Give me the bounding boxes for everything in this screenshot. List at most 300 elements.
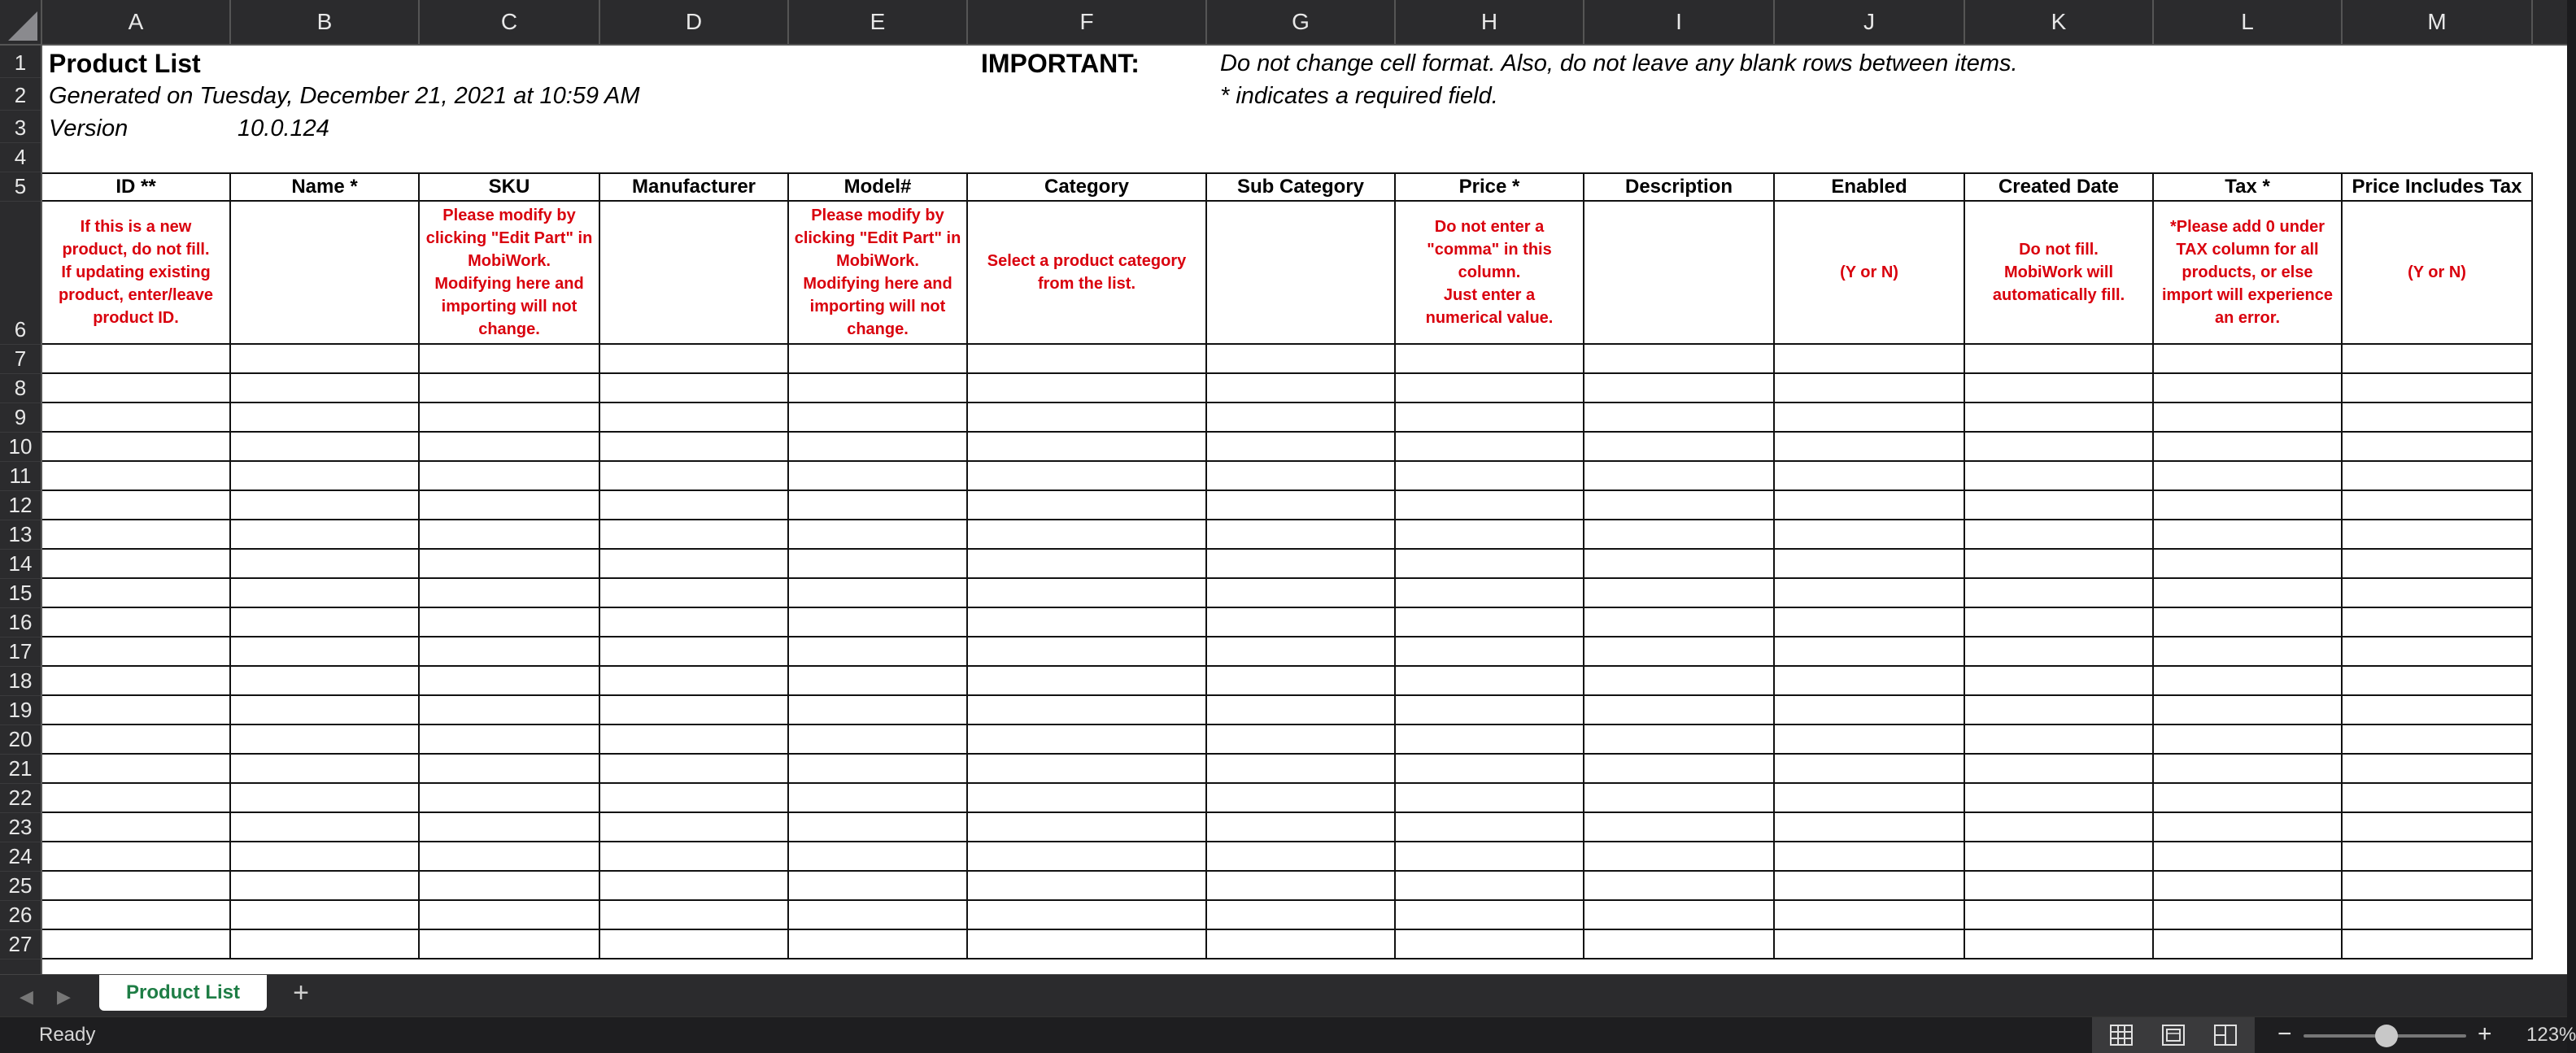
header-cell-e[interactable]: Model#	[789, 172, 968, 202]
cell-a22[interactable]	[42, 784, 231, 813]
cell-a12[interactable]	[42, 491, 231, 520]
cell-c27[interactable]	[420, 930, 600, 959]
note-cell-d[interactable]	[600, 202, 789, 345]
cell-h20[interactable]	[1396, 725, 1584, 755]
cell-d8[interactable]	[600, 374, 789, 403]
cell-f7[interactable]	[968, 345, 1207, 374]
column-header-g[interactable]: G	[1207, 0, 1396, 44]
normal-view-icon[interactable]	[2108, 1022, 2134, 1048]
cell-l22[interactable]	[2154, 784, 2343, 813]
note-cell-g[interactable]	[1207, 202, 1396, 345]
row-header-19[interactable]: 19	[0, 696, 41, 725]
cell-d26[interactable]	[600, 901, 789, 930]
cell-m22[interactable]	[2343, 784, 2533, 813]
cell-a9[interactable]	[42, 403, 231, 433]
cell-i11[interactable]	[1584, 462, 1775, 491]
cell-a16[interactable]	[42, 608, 231, 637]
cell-a25[interactable]	[42, 872, 231, 901]
cell-f23[interactable]	[968, 813, 1207, 842]
cell-f11[interactable]	[968, 462, 1207, 491]
cell-k26[interactable]	[1965, 901, 2154, 930]
cell-b10[interactable]	[231, 433, 420, 462]
next-sheet-icon[interactable]: ▶	[57, 986, 71, 1007]
cell-b7[interactable]	[231, 345, 420, 374]
page-break-view-icon[interactable]	[2212, 1022, 2238, 1048]
note-cell-i[interactable]	[1584, 202, 1775, 345]
header-cell-m[interactable]: Price Includes Tax	[2343, 172, 2533, 202]
column-header-l[interactable]: L	[2154, 0, 2343, 44]
cell-m23[interactable]	[2343, 813, 2533, 842]
cell-g19[interactable]	[1207, 696, 1396, 725]
cell-g12[interactable]	[1207, 491, 1396, 520]
cell-b13[interactable]	[231, 520, 420, 550]
cell-h27[interactable]	[1396, 930, 1584, 959]
cell-l24[interactable]	[2154, 842, 2343, 872]
cell-k16[interactable]	[1965, 608, 2154, 637]
cell-g14[interactable]	[1207, 550, 1396, 579]
cell-c22[interactable]	[420, 784, 600, 813]
cell-i10[interactable]	[1584, 433, 1775, 462]
cell-i7[interactable]	[1584, 345, 1775, 374]
header-cell-h[interactable]: Price *	[1396, 172, 1584, 202]
cell-h25[interactable]	[1396, 872, 1584, 901]
cell-i20[interactable]	[1584, 725, 1775, 755]
cell-l7[interactable]	[2154, 345, 2343, 374]
cell-d25[interactable]	[600, 872, 789, 901]
cell-e15[interactable]	[789, 579, 968, 608]
cell-d17[interactable]	[600, 637, 789, 667]
cell-e12[interactable]	[789, 491, 968, 520]
row-header-8[interactable]: 8	[0, 374, 41, 403]
cell-c9[interactable]	[420, 403, 600, 433]
cell-m21[interactable]	[2343, 755, 2533, 784]
cell-c17[interactable]	[420, 637, 600, 667]
cell-j12[interactable]	[1775, 491, 1965, 520]
cell-e10[interactable]	[789, 433, 968, 462]
cell-m27[interactable]	[2343, 930, 2533, 959]
important-line-1[interactable]: Do not change cell format. Also, do not leave any blank rows between items.	[1220, 50, 2018, 76]
cell-m12[interactable]	[2343, 491, 2533, 520]
cell-f25[interactable]	[968, 872, 1207, 901]
cell-l11[interactable]	[2154, 462, 2343, 491]
cell-i16[interactable]	[1584, 608, 1775, 637]
cell-j8[interactable]	[1775, 374, 1965, 403]
cell-h11[interactable]	[1396, 462, 1584, 491]
cell-a23[interactable]	[42, 813, 231, 842]
cell-f16[interactable]	[968, 608, 1207, 637]
cell-h14[interactable]	[1396, 550, 1584, 579]
cell-l27[interactable]	[2154, 930, 2343, 959]
cell-h22[interactable]	[1396, 784, 1584, 813]
cell-e18[interactable]	[789, 667, 968, 696]
cell-g15[interactable]	[1207, 579, 1396, 608]
cell-b18[interactable]	[231, 667, 420, 696]
page-layout-view-icon[interactable]	[2160, 1022, 2186, 1048]
cell-l19[interactable]	[2154, 696, 2343, 725]
cell-m18[interactable]	[2343, 667, 2533, 696]
cell-l9[interactable]	[2154, 403, 2343, 433]
row-header-5[interactable]: 5	[0, 172, 41, 202]
note-cell-k[interactable]: Do not fill. MobiWork will automatically fill.	[1965, 202, 2154, 345]
cell-a18[interactable]	[42, 667, 231, 696]
cell-h9[interactable]	[1396, 403, 1584, 433]
cell-k21[interactable]	[1965, 755, 2154, 784]
cell-c13[interactable]	[420, 520, 600, 550]
cell-i17[interactable]	[1584, 637, 1775, 667]
cell-b15[interactable]	[231, 579, 420, 608]
cell-k24[interactable]	[1965, 842, 2154, 872]
cell-i8[interactable]	[1584, 374, 1775, 403]
cell-m8[interactable]	[2343, 374, 2533, 403]
cell-i22[interactable]	[1584, 784, 1775, 813]
cell-k14[interactable]	[1965, 550, 2154, 579]
row-header-3[interactable]: 3	[0, 111, 41, 143]
cell-a27[interactable]	[42, 930, 231, 959]
cell-d23[interactable]	[600, 813, 789, 842]
column-header-h[interactable]: H	[1396, 0, 1584, 44]
cell-e13[interactable]	[789, 520, 968, 550]
cell-k17[interactable]	[1965, 637, 2154, 667]
cell-h10[interactable]	[1396, 433, 1584, 462]
row-header-21[interactable]: 21	[0, 755, 41, 784]
cell-k12[interactable]	[1965, 491, 2154, 520]
cell-m17[interactable]	[2343, 637, 2533, 667]
cell-f27[interactable]	[968, 930, 1207, 959]
note-cell-j[interactable]: (Y or N)	[1775, 202, 1965, 345]
column-header-b[interactable]: B	[231, 0, 420, 44]
header-cell-d[interactable]: Manufacturer	[600, 172, 789, 202]
cell-f12[interactable]	[968, 491, 1207, 520]
cell-l14[interactable]	[2154, 550, 2343, 579]
row-header-13[interactable]: 13	[0, 520, 41, 550]
cell-g25[interactable]	[1207, 872, 1396, 901]
note-cell-m[interactable]: (Y or N)	[2343, 202, 2533, 345]
row-header-26[interactable]: 26	[0, 901, 41, 930]
row-header-6[interactable]: 6	[0, 202, 41, 345]
cell-d9[interactable]	[600, 403, 789, 433]
header-cell-f[interactable]: Category	[968, 172, 1207, 202]
cell-g27[interactable]	[1207, 930, 1396, 959]
cell-i9[interactable]	[1584, 403, 1775, 433]
cell-j7[interactable]	[1775, 345, 1965, 374]
important-line-2[interactable]: * indicates a required field.	[1220, 83, 1498, 109]
cell-c16[interactable]	[420, 608, 600, 637]
cell-b21[interactable]	[231, 755, 420, 784]
cell-k7[interactable]	[1965, 345, 2154, 374]
row-header-14[interactable]: 14	[0, 550, 41, 579]
version-value[interactable]: 10.0.124	[238, 115, 329, 141]
cell-k19[interactable]	[1965, 696, 2154, 725]
cell-e27[interactable]	[789, 930, 968, 959]
row-header-12[interactable]: 12	[0, 491, 41, 520]
cell-c24[interactable]	[420, 842, 600, 872]
cell-b11[interactable]	[231, 462, 420, 491]
row-header-18[interactable]: 18	[0, 667, 41, 696]
cell-m26[interactable]	[2343, 901, 2533, 930]
cell-c10[interactable]	[420, 433, 600, 462]
cell-j18[interactable]	[1775, 667, 1965, 696]
cell-e17[interactable]	[789, 637, 968, 667]
cell-c21[interactable]	[420, 755, 600, 784]
cell-h23[interactable]	[1396, 813, 1584, 842]
cell-d7[interactable]	[600, 345, 789, 374]
cell-a21[interactable]	[42, 755, 231, 784]
zoom-in-button[interactable]: +	[2478, 1020, 2492, 1047]
cell-m24[interactable]	[2343, 842, 2533, 872]
cell-d20[interactable]	[600, 725, 789, 755]
cell-g21[interactable]	[1207, 755, 1396, 784]
cell-g24[interactable]	[1207, 842, 1396, 872]
cell-d14[interactable]	[600, 550, 789, 579]
cell-c8[interactable]	[420, 374, 600, 403]
zoom-out-button[interactable]: −	[2277, 1020, 2292, 1047]
cell-a7[interactable]	[42, 345, 231, 374]
cell-j22[interactable]	[1775, 784, 1965, 813]
cell-b12[interactable]	[231, 491, 420, 520]
cell-e16[interactable]	[789, 608, 968, 637]
cell-i18[interactable]	[1584, 667, 1775, 696]
cell-d21[interactable]	[600, 755, 789, 784]
cell-m14[interactable]	[2343, 550, 2533, 579]
cell-j23[interactable]	[1775, 813, 1965, 842]
cell-a11[interactable]	[42, 462, 231, 491]
cell-e20[interactable]	[789, 725, 968, 755]
cell-c11[interactable]	[420, 462, 600, 491]
cell-h12[interactable]	[1396, 491, 1584, 520]
cell-k8[interactable]	[1965, 374, 2154, 403]
row-header-22[interactable]: 22	[0, 784, 41, 813]
cell-g13[interactable]	[1207, 520, 1396, 550]
cell-d22[interactable]	[600, 784, 789, 813]
cell-k22[interactable]	[1965, 784, 2154, 813]
row-header-9[interactable]: 9	[0, 403, 41, 433]
cell-f17[interactable]	[968, 637, 1207, 667]
cell-j25[interactable]	[1775, 872, 1965, 901]
cell-f24[interactable]	[968, 842, 1207, 872]
row-header-20[interactable]: 20	[0, 725, 41, 755]
cell-g8[interactable]	[1207, 374, 1396, 403]
note-cell-l[interactable]: *Please add 0 under TAX column for all products, or else import will experience an error.	[2154, 202, 2343, 345]
note-cell-b[interactable]	[231, 202, 420, 345]
cell-d15[interactable]	[600, 579, 789, 608]
cell-h19[interactable]	[1396, 696, 1584, 725]
cell-a15[interactable]	[42, 579, 231, 608]
column-header-m[interactable]: M	[2343, 0, 2533, 44]
cell-m7[interactable]	[2343, 345, 2533, 374]
cell-k18[interactable]	[1965, 667, 2154, 696]
row-header-2[interactable]: 2	[0, 78, 41, 111]
cell-b19[interactable]	[231, 696, 420, 725]
cell-i13[interactable]	[1584, 520, 1775, 550]
cell-c23[interactable]	[420, 813, 600, 842]
cell-j16[interactable]	[1775, 608, 1965, 637]
note-cell-c[interactable]: Please modify by clicking "Edit Part" in MobiWork. Modifying here and importing will not change.	[420, 202, 600, 345]
cell-g9[interactable]	[1207, 403, 1396, 433]
cell-l16[interactable]	[2154, 608, 2343, 637]
cell-e26[interactable]	[789, 901, 968, 930]
header-cell-c[interactable]: SKU	[420, 172, 600, 202]
cell-g22[interactable]	[1207, 784, 1396, 813]
header-cell-l[interactable]: Tax *	[2154, 172, 2343, 202]
cell-g16[interactable]	[1207, 608, 1396, 637]
cell-l10[interactable]	[2154, 433, 2343, 462]
cell-c12[interactable]	[420, 491, 600, 520]
cell-c25[interactable]	[420, 872, 600, 901]
cell-c14[interactable]	[420, 550, 600, 579]
cell-l12[interactable]	[2154, 491, 2343, 520]
cell-j17[interactable]	[1775, 637, 1965, 667]
cell-c7[interactable]	[420, 345, 600, 374]
prev-sheet-icon[interactable]: ◀	[20, 986, 33, 1007]
header-cell-a[interactable]: ID **	[42, 172, 231, 202]
cell-e11[interactable]	[789, 462, 968, 491]
cell-h13[interactable]	[1396, 520, 1584, 550]
cell-a8[interactable]	[42, 374, 231, 403]
row-header-27[interactable]: 27	[0, 930, 41, 959]
cell-h17[interactable]	[1396, 637, 1584, 667]
cell-j27[interactable]	[1775, 930, 1965, 959]
cell-m16[interactable]	[2343, 608, 2533, 637]
cell-h26[interactable]	[1396, 901, 1584, 930]
cell-j26[interactable]	[1775, 901, 1965, 930]
cell-i14[interactable]	[1584, 550, 1775, 579]
cell-b14[interactable]	[231, 550, 420, 579]
cell-f19[interactable]	[968, 696, 1207, 725]
cell-e8[interactable]	[789, 374, 968, 403]
cell-b26[interactable]	[231, 901, 420, 930]
row-header-1[interactable]: 1	[0, 46, 41, 78]
cell-l23[interactable]	[2154, 813, 2343, 842]
cell-a17[interactable]	[42, 637, 231, 667]
cell-m9[interactable]	[2343, 403, 2533, 433]
cell-k9[interactable]	[1965, 403, 2154, 433]
note-cell-h[interactable]: Do not enter a "comma" in this column. Just enter a numerical value.	[1396, 202, 1584, 345]
cell-c19[interactable]	[420, 696, 600, 725]
header-cell-k[interactable]: Created Date	[1965, 172, 2154, 202]
cell-k15[interactable]	[1965, 579, 2154, 608]
cell-m19[interactable]	[2343, 696, 2533, 725]
cell-k25[interactable]	[1965, 872, 2154, 901]
cell-i23[interactable]	[1584, 813, 1775, 842]
column-header-j[interactable]: J	[1775, 0, 1965, 44]
cell-j15[interactable]	[1775, 579, 1965, 608]
cell-a14[interactable]	[42, 550, 231, 579]
cell-g7[interactable]	[1207, 345, 1396, 374]
cell-j14[interactable]	[1775, 550, 1965, 579]
cell-i19[interactable]	[1584, 696, 1775, 725]
column-header-d[interactable]: D	[600, 0, 789, 44]
note-cell-a[interactable]: If this is a new product, do not fill. If updating existing product, enter/leave product ID.	[42, 202, 231, 345]
cell-d24[interactable]	[600, 842, 789, 872]
cell-d27[interactable]	[600, 930, 789, 959]
cell-b23[interactable]	[231, 813, 420, 842]
row-header-17[interactable]: 17	[0, 637, 41, 667]
zoom-slider-thumb[interactable]	[2375, 1025, 2398, 1047]
cell-d10[interactable]	[600, 433, 789, 462]
cell-f8[interactable]	[968, 374, 1207, 403]
cell-j13[interactable]	[1775, 520, 1965, 550]
row-header-25[interactable]: 25	[0, 872, 41, 901]
header-cell-j[interactable]: Enabled	[1775, 172, 1965, 202]
cell-l13[interactable]	[2154, 520, 2343, 550]
cell-h7[interactable]	[1396, 345, 1584, 374]
cell-b8[interactable]	[231, 374, 420, 403]
cell-b16[interactable]	[231, 608, 420, 637]
cell-h21[interactable]	[1396, 755, 1584, 784]
cell-l17[interactable]	[2154, 637, 2343, 667]
header-cell-b[interactable]: Name *	[231, 172, 420, 202]
cell-f22[interactable]	[968, 784, 1207, 813]
cell-k23[interactable]	[1965, 813, 2154, 842]
note-cell-f[interactable]: Select a product category from the list.	[968, 202, 1207, 345]
cell-m10[interactable]	[2343, 433, 2533, 462]
generated-text[interactable]: Generated on Tuesday, December 21, 2021 at 10:59 AM	[49, 83, 640, 109]
cell-i12[interactable]	[1584, 491, 1775, 520]
cell-h18[interactable]	[1396, 667, 1584, 696]
cell-b27[interactable]	[231, 930, 420, 959]
row-header-7[interactable]: 7	[0, 345, 41, 374]
cell-i27[interactable]	[1584, 930, 1775, 959]
cell-l20[interactable]	[2154, 725, 2343, 755]
cell-m15[interactable]	[2343, 579, 2533, 608]
cell-m25[interactable]	[2343, 872, 2533, 901]
cell-m11[interactable]	[2343, 462, 2533, 491]
row-header-16[interactable]: 16	[0, 608, 41, 637]
cell-b22[interactable]	[231, 784, 420, 813]
cell-m13[interactable]	[2343, 520, 2533, 550]
cell-e22[interactable]	[789, 784, 968, 813]
cell-b24[interactable]	[231, 842, 420, 872]
cell-i24[interactable]	[1584, 842, 1775, 872]
cell-g10[interactable]	[1207, 433, 1396, 462]
cell-f21[interactable]	[968, 755, 1207, 784]
note-cell-e[interactable]: Please modify by clicking "Edit Part" in MobiWork. Modifying here and importing will not change.	[789, 202, 968, 345]
cell-g11[interactable]	[1207, 462, 1396, 491]
cell-e7[interactable]	[789, 345, 968, 374]
cell-e24[interactable]	[789, 842, 968, 872]
cell-a24[interactable]	[42, 842, 231, 872]
cell-l25[interactable]	[2154, 872, 2343, 901]
cell-g17[interactable]	[1207, 637, 1396, 667]
cell-e23[interactable]	[789, 813, 968, 842]
header-cell-i[interactable]: Description	[1584, 172, 1775, 202]
cell-d11[interactable]	[600, 462, 789, 491]
cell-j9[interactable]	[1775, 403, 1965, 433]
cell-f26[interactable]	[968, 901, 1207, 930]
cell-f10[interactable]	[968, 433, 1207, 462]
cell-l8[interactable]	[2154, 374, 2343, 403]
add-sheet-icon[interactable]: +	[293, 977, 309, 1008]
header-cell-g[interactable]: Sub Category	[1207, 172, 1396, 202]
cell-g20[interactable]	[1207, 725, 1396, 755]
zoom-level[interactable]: 123%	[2526, 1024, 2576, 1046]
row-header-23[interactable]: 23	[0, 813, 41, 842]
row-header-11[interactable]: 11	[0, 462, 41, 491]
cell-j24[interactable]	[1775, 842, 1965, 872]
cell-a13[interactable]	[42, 520, 231, 550]
cell-i21[interactable]	[1584, 755, 1775, 784]
cell-k20[interactable]	[1965, 725, 2154, 755]
cell-a19[interactable]	[42, 696, 231, 725]
version-label[interactable]: Version	[49, 115, 129, 141]
row-header-15[interactable]: 15	[0, 579, 41, 608]
cell-l15[interactable]	[2154, 579, 2343, 608]
cell-l26[interactable]	[2154, 901, 2343, 930]
cell-e9[interactable]	[789, 403, 968, 433]
cell-d12[interactable]	[600, 491, 789, 520]
cell-a10[interactable]	[42, 433, 231, 462]
cell-i25[interactable]	[1584, 872, 1775, 901]
